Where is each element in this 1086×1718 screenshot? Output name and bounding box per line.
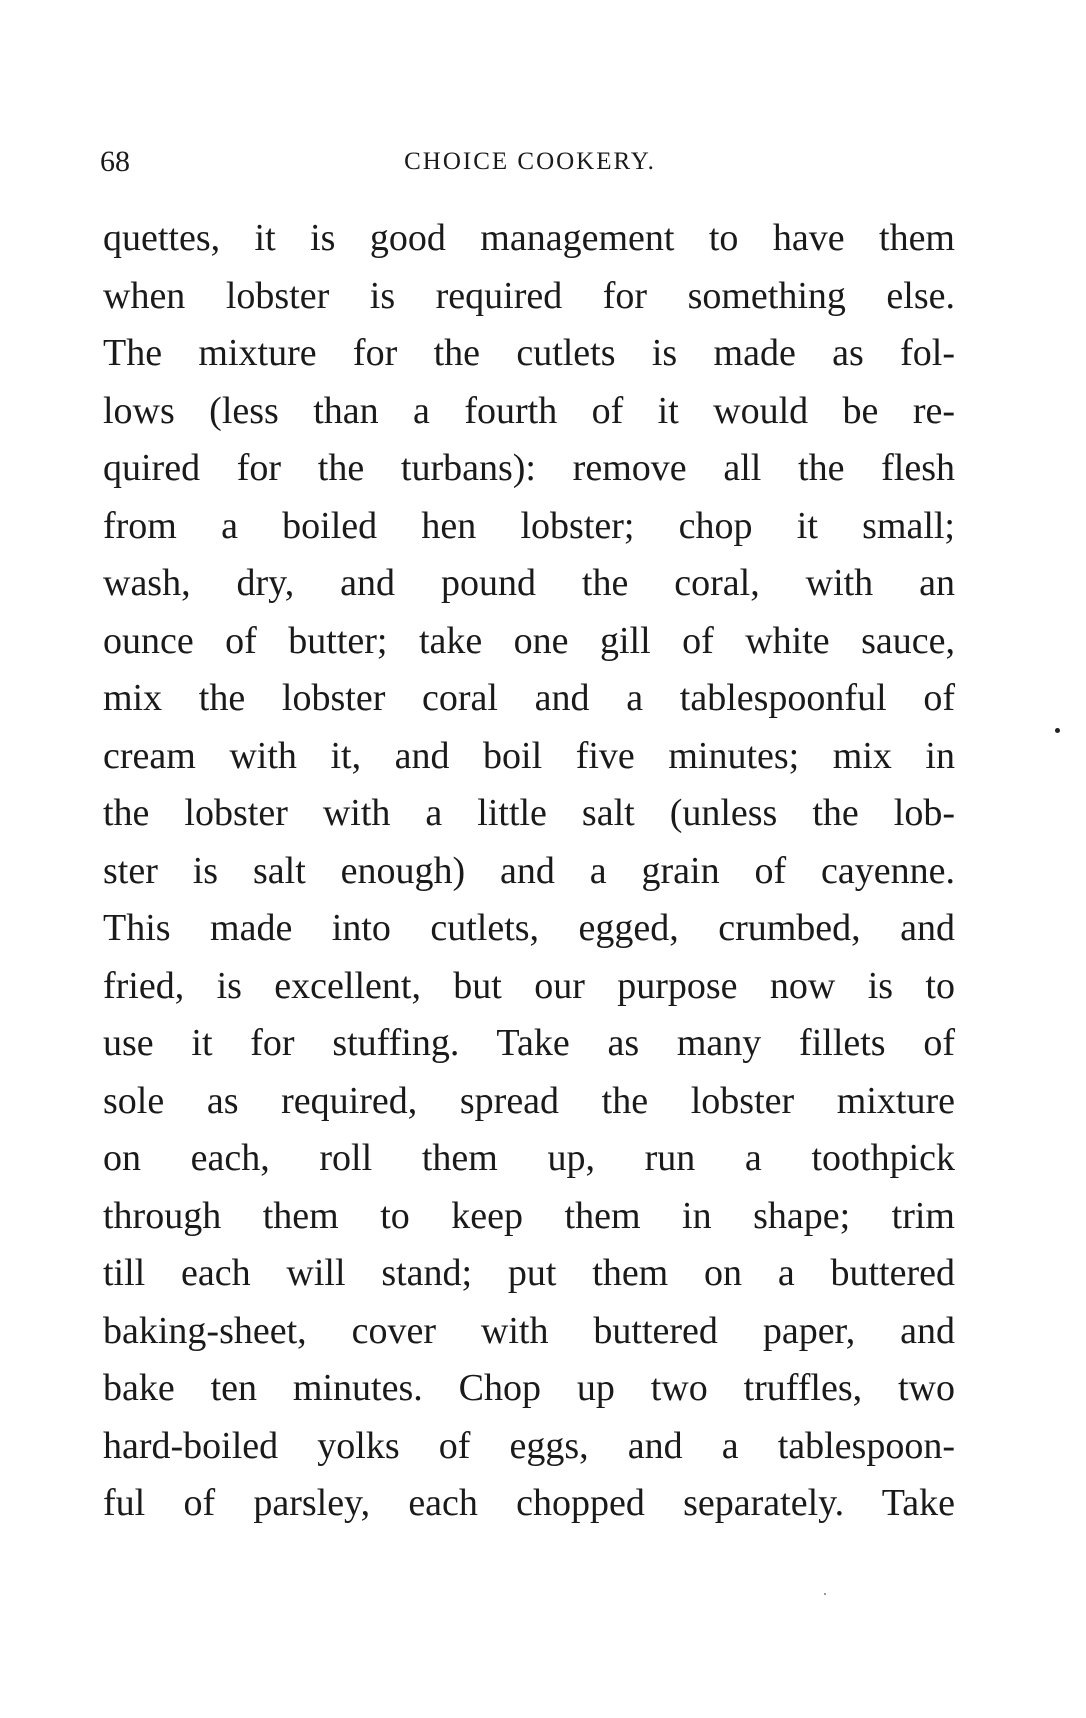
text-line: mix the lobster coral and a tablespoonful of — [103, 677, 955, 719]
text-line: bake ten minutes. Chop up two truffles, two — [103, 1367, 955, 1409]
text-line: The mixture for the cutlets is made as fol- — [103, 332, 955, 374]
text-line: sole as required, spread the lobster mixture — [103, 1079, 955, 1122]
print-speck — [1055, 728, 1060, 733]
text-line: use it for stuffing. Take as many fillets of — [103, 1022, 955, 1064]
text-line: from a boiled hen lobster; chop it small; — [103, 504, 955, 547]
text-line: when lobster is required for something else. — [103, 274, 955, 317]
text-line: till each will stand; put them on a buttered — [103, 1252, 955, 1294]
text-line: lows (less than a fourth of it would be re- — [103, 389, 955, 432]
text-line: wash, dry, and pound the coral, with an — [103, 562, 955, 604]
text-line: the lobster with a little salt (unless the lob- — [103, 792, 955, 834]
text-line: cream with it, and boil five minutes; mix in — [103, 734, 955, 777]
text-line: through them to keep them in shape; trim — [103, 1194, 955, 1237]
text-line: on each, roll them up, run a toothpick — [103, 1137, 955, 1179]
body-text — [103, 210, 955, 1533]
text-line: fried, is excellent, but our purpose now is to — [103, 964, 955, 1007]
text-line: baking-sheet, cover with buttered paper, and — [103, 1309, 955, 1352]
text-line: quired for the turbans): remove all the flesh — [103, 447, 955, 489]
text-line: hard-boiled yolks of eggs, and a tablespoon- — [103, 1424, 955, 1467]
running-head: CHOICE COOKERY. — [404, 148, 656, 175]
page-header — [100, 142, 920, 182]
text-line: ster is salt enough) and a grain of cayenne. — [103, 849, 955, 892]
text-line: ounce of butter; take one gill of white sauce, — [103, 619, 955, 662]
text-line: This made into cutlets, egged, crumbed, and — [103, 907, 955, 949]
print-speck — [824, 1593, 826, 1595]
page-number: 68 — [100, 145, 130, 178]
text-line: ful of parsley, each chopped separately. Take — [103, 1482, 955, 1524]
text-line: quettes, it is good management to have them — [103, 217, 955, 259]
